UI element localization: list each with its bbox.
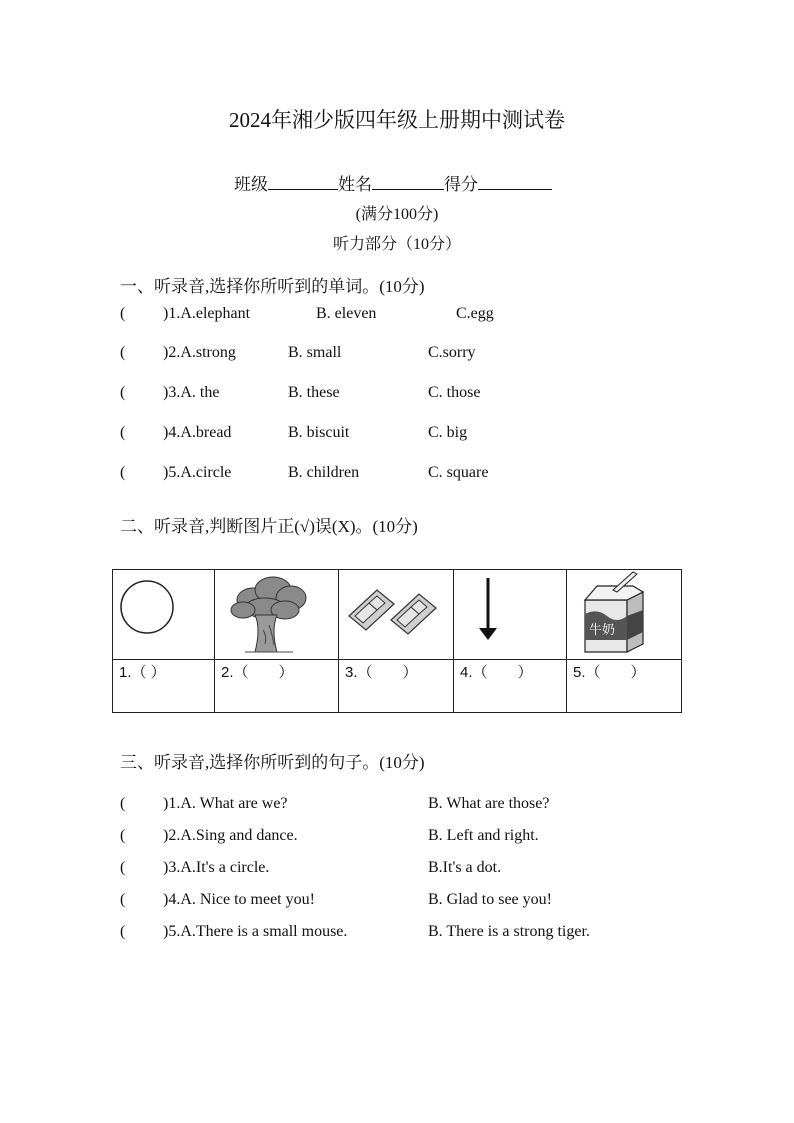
s1-q1-option-c: C.egg [456,305,494,322]
s3-q2-option-a: )2.A.Sing and dance. [163,827,298,844]
picture-2-answer[interactable] [215,660,339,713]
picture-3-answer[interactable] [339,660,454,713]
picture-cell-4 [454,570,567,660]
picture-1-label: 1.（ ） [119,664,166,681]
picture-cell-5 [567,570,682,660]
s3-q5-option-b: B. There is a strong tiger. [428,923,590,940]
circle-icon [113,570,213,658]
score-label: 得分 [444,175,478,194]
picture-4-answer[interactable] [454,660,567,713]
down-arrow-icon [454,570,566,658]
section3-heading: 三、听录音,选择你所听到的句子。(10分) [120,753,425,772]
s3-q4-option-a: )4.A. Nice to meet you! [163,891,315,908]
name-blank[interactable] [372,175,444,190]
section2-heading: 二、听录音,判断图片正(√)误(X)。(10分) [120,517,418,536]
s1-q1-option-a: )1.A.elephant [163,305,251,322]
section1-heading: 一、听录音,选择你所听到的单词。(10分) [120,277,425,296]
s1-q1-option-b: B. eleven [316,305,377,322]
picture-cell-2 [215,570,339,660]
milk-carton-icon [567,570,681,658]
tree-icon [215,570,337,658]
s1-q5-option-c: C. square [428,464,489,481]
s3-q4-paren[interactable]: ( [120,891,126,908]
s1-q4-option-a: )4.A.bread [163,424,232,441]
class-label: 班级 [234,175,268,194]
full-marks: (满分100分) [355,206,439,223]
s3-q5-paren[interactable]: ( [120,923,126,940]
picture-5-label: 5.（ ） [573,664,646,681]
carton-text: 牛奶 [589,623,616,638]
s3-q3-option-b: B.It's a dot. [428,859,502,876]
picture-3-label: 3.（ ） [345,664,418,681]
s1-q4-option-b: B. biscuit [288,424,350,441]
picture-cell-1 [113,570,215,660]
picture-cell-3 [339,570,454,660]
student-info-line [234,170,552,195]
s3-q3-paren[interactable]: ( [120,859,126,876]
s1-q2-option-a: )2.A.strong [163,344,236,361]
s3-q2-paren[interactable]: ( [120,827,126,844]
s3-q1-option-a: )1.A. What are we? [163,795,288,812]
picture-2-label: 2.（ ） [221,664,294,681]
s3-q2-option-b: B. Left and right. [428,827,539,844]
class-blank[interactable] [268,175,338,190]
s1-q4-option-c: C. big [428,424,468,441]
picture-table [112,569,682,713]
s1-q2-option-b: B. small [288,344,342,361]
s1-q1-paren[interactable]: ( [120,305,126,322]
s1-q3-option-c: C. those [428,384,481,401]
listening-part-heading: 听力部分（10分） [332,236,461,253]
score-blank[interactable] [478,175,552,190]
s3-q3-option-a: )3.A.It's a circle. [163,859,270,876]
s3-q1-option-b: B. What are those? [428,795,550,812]
s1-q5-paren[interactable]: ( [120,464,126,481]
s3-q4-option-b: B. Glad to see you! [428,891,552,908]
s1-q2-option-c: C.sorry [428,344,476,361]
biscuits-icon [339,570,453,658]
s1-q5-option-b: B. children [288,464,360,481]
s3-q1-paren[interactable]: ( [120,795,126,812]
page-title: 2024年湘少版四年级上册期中测试卷 [229,108,565,132]
picture-4-label: 4.（ ） [460,664,533,681]
s1-q5-option-a: )5.A.circle [163,464,232,481]
s1-q2-paren[interactable]: ( [120,344,126,361]
picture-1-answer[interactable] [113,660,215,713]
s1-q3-option-a: )3.A. the [163,384,220,401]
s1-q4-paren[interactable]: ( [120,424,126,441]
picture-5-answer[interactable] [567,660,682,713]
s3-q5-option-a: )5.A.There is a small mouse. [163,923,348,940]
s1-q3-paren[interactable]: ( [120,384,126,401]
name-label: 姓名 [338,175,372,194]
s1-q3-option-b: B. these [288,384,340,401]
